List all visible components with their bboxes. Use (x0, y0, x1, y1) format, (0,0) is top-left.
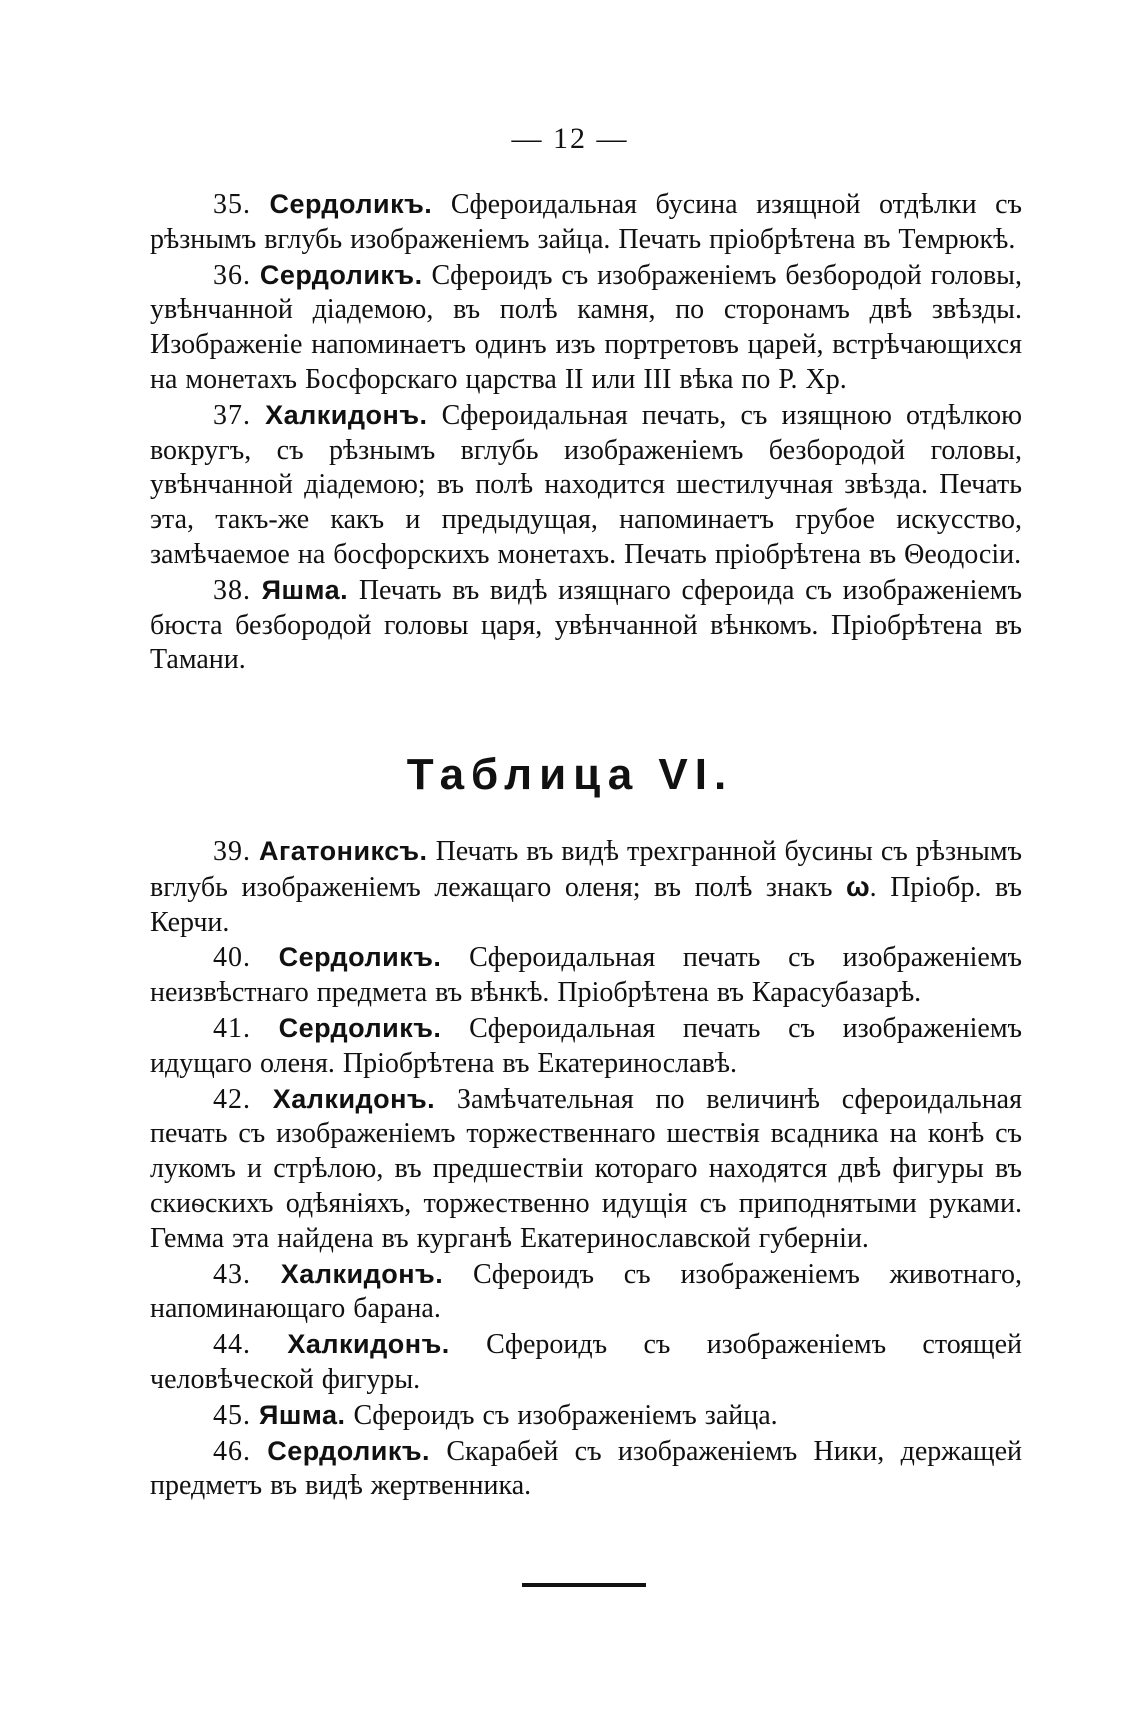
catalog-entry-35 (150, 187, 1022, 258)
entry-text: Сфероидъ съ изображеніемъ безбородой головы, увѣнчанной діадемою, въ полѣ камня, по сторонамъ двѣ звѣзды. Изображеніе напоминаетъ одинъ изъ портретовъ царей, встрѣчающихся на монетахъ Босфорскаго царства II или III вѣка по Р. Хр. (150, 259, 1022, 395)
catalog-entry-38 (150, 573, 1022, 678)
entry-number: 37. (213, 399, 251, 431)
entry-number: 36. (213, 259, 251, 291)
entry-number: 38. (213, 574, 251, 606)
stone-name: Халкидонъ. (287, 1329, 450, 1360)
catalog-entry-40 (150, 940, 1022, 1011)
catalog-entry-44 (150, 1327, 1022, 1398)
entry-text: Сфероидальная печать, съ изящною отдѣлкою вокругъ, съ рѣзнымъ вглубь изображеніемъ безбородой головы, увѣнчанной діадемою; въ полѣ находится шестилучная звѣзда. Печать эта, такъ-же какъ и предыдущая, напоминаетъ грубое искусство, замѣчаемое на босфорскихъ монетахъ. Печать пріобрѣтена въ Θеодосіи. (150, 399, 1022, 570)
stone-name: Халкидонъ. (265, 399, 428, 430)
entry-number: 46. (213, 1435, 251, 1467)
entry-text-end: . Пріобр. въ Керчи. (150, 871, 1022, 938)
stone-name: Сердоликъ. (278, 942, 442, 973)
entry-text: Сфероидъ съ изображеніемъ зайца. (353, 1399, 778, 1431)
stone-name: Сердоликъ. (278, 1012, 442, 1043)
entry-number: 42. (213, 1083, 251, 1115)
entry-number: 41. (213, 1012, 251, 1044)
entry-text: Печать въ видѣ изящнаго сфероида съ изображеніемъ бюста безбородой головы царя, увѣнчанной вѣнкомъ. Пріобрѣтена въ Тамани. (150, 574, 1022, 676)
entry-text: Сфероидальная печать съ изображеніемъ идущаго оленя. Пріобрѣтена въ Екатеринославѣ. (150, 1012, 1023, 1079)
stone-name: Сердоликъ. (267, 1435, 431, 1466)
catalog-entry-45 (150, 1398, 1022, 1434)
stone-name: Халкидонъ. (272, 1083, 436, 1114)
catalog-entry-42 (150, 1082, 1022, 1257)
entry-number: 45. (213, 1399, 251, 1431)
catalog-entry-41 (150, 1011, 1022, 1082)
entry-number: 40. (213, 942, 251, 974)
stone-name: Сердоликъ. (259, 259, 423, 290)
stone-name: Яшма. (261, 574, 349, 605)
entry-number: 35. (213, 189, 251, 220)
entry-text: Скарабей съ изображеніемъ Ники, держащей предметъ въ видѣ жертвенника. (150, 1435, 1022, 1502)
entry-text: Сфероидъ съ изображеніемъ стоящей человѣческой фигуры. (150, 1329, 1023, 1395)
end-rule (522, 1583, 646, 1587)
section-title: Таблица VI. (406, 750, 734, 799)
entry-number: 39. (213, 836, 251, 867)
entry-text: Печать въ видѣ трехгранной бусины съ рѣзнымъ вглубь изображеніемъ лежащаго оленя; въ полѣ знакъ (150, 836, 1023, 903)
catalog-entry-43 (150, 1257, 1022, 1328)
catalog-entry-46 (150, 1434, 1022, 1505)
catalog-entry-36 (150, 258, 1022, 398)
entry-text: Сфероидальная бусина изящной отдѣлки съ рѣзнымъ вглубь изображеніемъ зайца. Печать пріобрѣтена въ Темрюкѣ. (150, 189, 1022, 255)
entry-text: Сфероидъ съ изображеніемъ животнаго, напоминающаго барана. (150, 1258, 1023, 1325)
entries-top (150, 187, 1022, 678)
entry-number: 43. (213, 1258, 251, 1290)
stone-name: Сердоликъ. (269, 189, 433, 219)
page-number: — 12 — (511, 122, 629, 155)
stone-name: Агатониксъ. (259, 836, 428, 866)
omega-sign: ω (846, 870, 870, 902)
entries-bottom (150, 834, 1022, 1504)
stone-name: Яшма. (259, 1399, 346, 1430)
entry-text: Замѣчательная по величинѣ сфероидальная печать съ изображеніемъ торжественнаго шествія всадника на конѣ съ лукомъ и стрѣлою, въ предшествіи котораго находятся двѣ фигуры въ скиѳскихъ одѣяніяхъ, торжественно идущія съ приподнятыми руками. Гемма эта найдена въ курганѣ Екатеринославской губерніи. (150, 1083, 1022, 1254)
catalog-entry-37 (150, 398, 1022, 573)
catalog-entry-39 (150, 834, 1022, 940)
entry-text: Сфероидальная печать съ изображеніемъ неизвѣстнаго предмета въ вѣнкѣ. Пріобрѣтена въ Карасубазарѣ. (150, 942, 1023, 1009)
stone-name: Халкидонъ. (280, 1258, 444, 1289)
entry-number: 44. (213, 1329, 251, 1361)
